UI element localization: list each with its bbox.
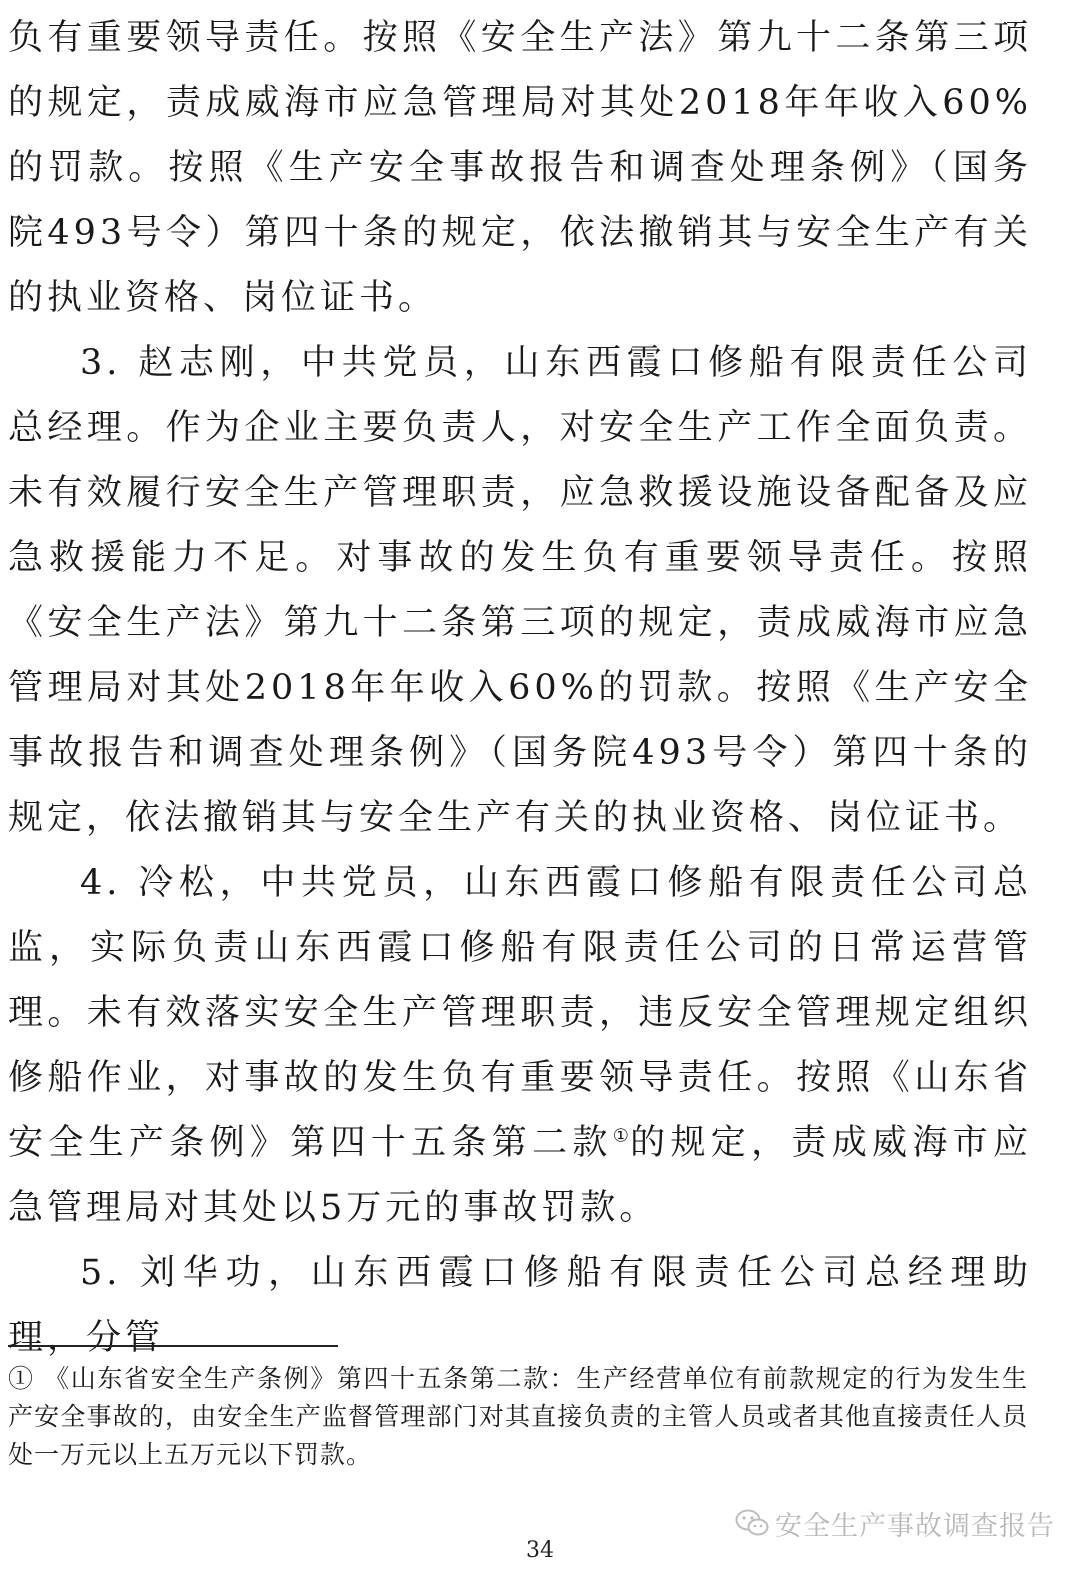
page-number: 34 (526, 1538, 554, 1563)
watermark-text: 安全生产事故调查报告 (775, 1510, 1055, 1542)
paragraph-continuation: 负有重要领导责任。按照《安全生产法》第九十二条第三项的规定，责成威海市应急管理局对其处2018年年收入60%的罚款。按照《生产安全事故报告和调查处理条例》（国务院493号令）第四十条的规定，依法撤销其与安全生产有关的执业资格、岗位证书。 (8, 18, 1032, 318)
footnote-text: ① 《山东省安全生产条例》第四十五条第二款：生产经营单位有前款规定的行为发生生产安全事故的，由安全生产监督管理部门对其直接负责的主管人员或者其他直接责任人员处一万元以上五万元以下罚款。 (8, 1364, 1028, 1469)
body-text (8, 6, 1032, 1371)
wechat-icon (735, 1508, 769, 1538)
footnote-reference-mark[interactable]: ① (612, 1125, 631, 1147)
footnote-divider (8, 1345, 338, 1347)
paragraph-item-4-text-a: 4. 冷松，中共党员，山东西霞口修船有限责任公司总监，实际负责山东西霞口修船有限责任公司的日常运营管理。未有效落实安全生产管理职责，违反安全管理规定组织修船作业，对事故的发生负有重要领导责任。按照《山东省安全生产条例》第四十五条第二款 (8, 863, 1032, 1163)
paragraph-item-5: 5. 刘华功，山东西霞口修船有限责任公司总经理助理，分管 (8, 1253, 1032, 1358)
paragraph-item-3: 3. 赵志刚，中共党员，山东西霞口修船有限责任公司总经理。作为企业主要负责人，对安全生产工作全面负责。未有效履行安全生产管理职责，应急救援设施设备配备及应急救援能力不足。对事故的发生负有重要领导责任。按照《安全生产法》第九十二条第三项的规定，责成威海市应急管理局对其处2018年年收入60%的罚款。按照《生产安全事故报告和调查处理条例》（国务院493号令）第四十条的规定，依法撤销其与安全生产有关的执业资格、岗位证书。 (8, 343, 1032, 838)
paragraph-item-4-text-b: 的规定，责成威海市应急管理局对其处以5万元的事故罚款。 (8, 1123, 1032, 1228)
watermark (735, 1503, 1055, 1543)
footnote (8, 1360, 1028, 1474)
paragraph-item-4 (8, 851, 1032, 1241)
